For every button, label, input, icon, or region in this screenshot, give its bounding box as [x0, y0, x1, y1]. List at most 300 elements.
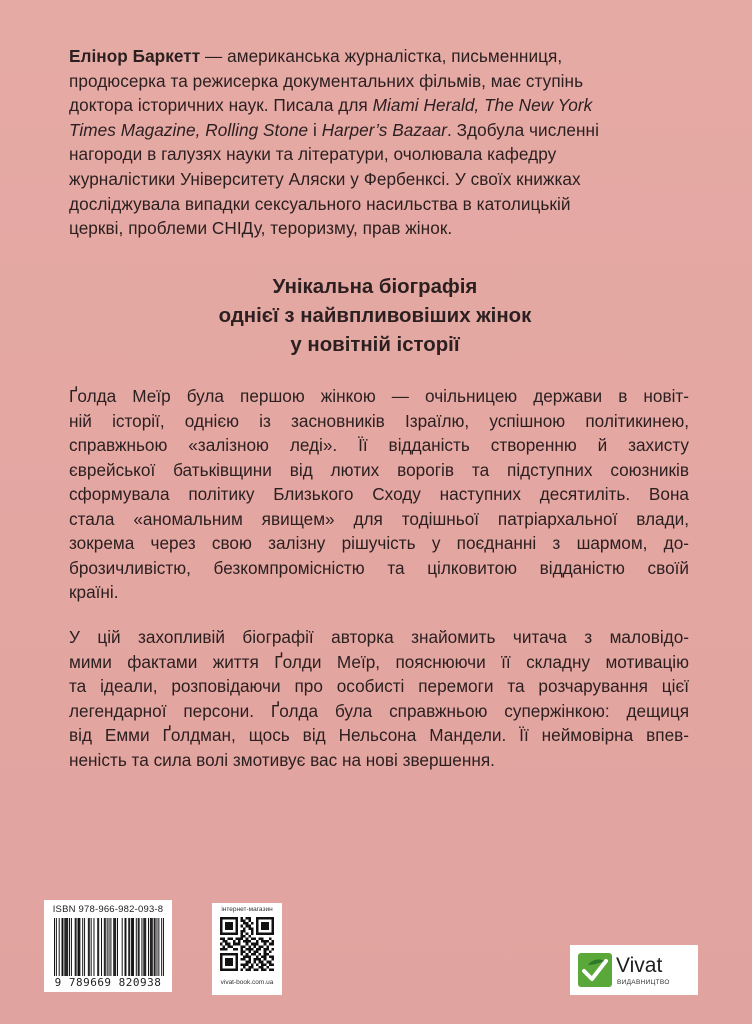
paragraph-line: справжньою «залізною леді». Її відданість створенню й захисту	[69, 435, 689, 455]
qr-module	[269, 950, 272, 953]
qr-module	[241, 963, 244, 966]
qr-module	[241, 938, 244, 941]
qr-module	[271, 922, 274, 925]
qr-module	[243, 927, 246, 930]
qr-module	[241, 948, 244, 951]
qr-module	[243, 958, 246, 961]
publisher-name: Vivat	[616, 954, 663, 977]
qr-module	[251, 930, 254, 933]
qr-module	[233, 943, 236, 946]
qr-module	[264, 943, 267, 946]
qr-module	[253, 950, 256, 953]
qr-module	[266, 925, 269, 928]
qr-module	[271, 940, 274, 943]
qr-code-icon[interactable]	[220, 917, 274, 971]
qr-module	[220, 966, 223, 969]
qr-module	[256, 943, 259, 946]
qr-module	[230, 953, 233, 956]
qr-module	[223, 938, 226, 941]
barcode-bar	[122, 918, 123, 976]
qr-module	[235, 938, 238, 941]
qr-module	[223, 968, 226, 971]
barcode-bars	[54, 918, 164, 976]
barcode-bar	[161, 918, 162, 976]
barcode-bar	[129, 918, 130, 976]
qr-module	[251, 922, 254, 925]
qr-module	[228, 963, 231, 966]
barcode-bar	[67, 918, 68, 976]
qr-module	[264, 953, 267, 956]
qr-module	[225, 932, 228, 935]
qr-module	[266, 927, 269, 930]
barcode-bar	[117, 918, 118, 976]
paragraph-line: У цій захопливій біографії авторка знайомить читача з маловідо-	[69, 627, 689, 647]
qr-module	[264, 927, 267, 930]
qr-module	[253, 953, 256, 956]
paragraph-line: неність та сила волі змотивує вас на нові звершення.	[69, 749, 495, 770]
qr-module	[248, 927, 251, 930]
qr-module	[248, 956, 251, 959]
qr-module	[225, 953, 228, 956]
qr-module	[220, 922, 223, 925]
qr-module	[253, 968, 256, 971]
qr-module	[235, 930, 238, 933]
qr-module	[225, 963, 228, 966]
headline-line: однієї з найвпливовіших жінок	[218, 305, 532, 327]
qr-module	[238, 940, 241, 943]
paragraph-line: єврейської батьківщини від лютих ворогів та підступних союзників	[69, 459, 689, 480]
bio-line: Times Magazine, Rolling Stone і Harper’s Bazaar. Здобула численні	[69, 119, 599, 140]
paragraph-line: сформувала політику Близького Сходу наступних десятиліть. Вона	[69, 484, 689, 504]
qr-module	[228, 943, 231, 946]
qr-module	[241, 945, 244, 948]
qr-module	[266, 948, 269, 951]
qr-module	[220, 948, 223, 951]
bio-line: продюсерка та режисерка документальних фільмів, має ступінь	[69, 70, 584, 91]
qr-module	[228, 953, 231, 956]
qr-module	[220, 932, 223, 935]
qr-module	[259, 945, 262, 948]
qr-module	[251, 966, 254, 969]
qr-module	[225, 943, 228, 946]
qr-module	[271, 956, 274, 959]
barcode-bar	[148, 918, 149, 976]
isbn-label: ISBN 978-966-982-093-8	[52, 904, 164, 915]
qr-module	[261, 925, 264, 928]
qr-module	[264, 925, 267, 928]
qr-module	[248, 948, 251, 951]
qr-module	[225, 968, 228, 971]
qr-module	[233, 953, 236, 956]
qr-module	[243, 966, 246, 969]
qr-module	[261, 922, 264, 925]
qr-module	[269, 961, 272, 964]
paragraph-line: ній історії, однією із засновників Ізраїлю, успішною політикинею,	[69, 410, 689, 431]
qr-module	[243, 935, 246, 938]
qr-module	[246, 961, 249, 964]
qr-module	[266, 940, 269, 943]
qr-module	[235, 963, 238, 966]
qr-module	[269, 932, 272, 935]
qr-module	[235, 966, 238, 969]
qr-module	[248, 925, 251, 928]
qr-module	[271, 927, 274, 930]
qr-module	[241, 950, 244, 953]
qr-module	[246, 956, 249, 959]
qr-module	[264, 922, 267, 925]
qr-module	[233, 940, 236, 943]
qr-module	[261, 932, 264, 935]
qr-module	[269, 963, 272, 966]
qr-module	[230, 961, 233, 964]
qr-module	[259, 948, 262, 951]
barcode-bar	[62, 918, 63, 976]
qr-module	[220, 956, 223, 959]
barcode-bar	[62, 918, 63, 976]
qr-module	[248, 920, 251, 923]
qr-module	[256, 963, 259, 966]
qr-module	[264, 932, 267, 935]
qr-module	[261, 917, 264, 920]
headline	[120, 273, 630, 360]
qr-module	[271, 925, 274, 928]
qr-module	[264, 956, 267, 959]
qr-module	[261, 940, 264, 943]
barcode-bar	[125, 918, 126, 976]
barcode-bar	[65, 918, 66, 976]
qr-module	[228, 922, 231, 925]
qr-module	[251, 953, 254, 956]
qr-module	[256, 927, 259, 930]
qr-module	[241, 968, 244, 971]
qr-module	[248, 961, 251, 964]
publisher-logo	[570, 945, 698, 995]
qr-module	[220, 920, 223, 923]
barcode-bar	[151, 918, 152, 976]
headline-line: у новітній історії	[290, 334, 460, 356]
qr-module	[269, 938, 272, 941]
qr-module	[235, 917, 238, 920]
qr-module	[264, 950, 267, 953]
qr-module	[230, 945, 233, 948]
qr-module	[256, 956, 259, 959]
qr-module	[261, 927, 264, 930]
qr-module	[230, 958, 233, 961]
barcode-bar	[139, 918, 140, 976]
qr-module	[256, 932, 259, 935]
barcode-bar	[105, 918, 106, 976]
qr-module	[225, 922, 228, 925]
qr-module	[253, 945, 256, 948]
paragraph-line: Ґолда Меїр була першою жінкою — очільницею держави в новіт-	[69, 386, 689, 406]
qr-module	[271, 932, 274, 935]
qr-module	[246, 948, 249, 951]
qr-module	[241, 925, 244, 928]
qr-module	[235, 932, 238, 935]
qr-module	[235, 956, 238, 959]
barcode-bar	[84, 918, 85, 976]
barcode-bar	[101, 918, 102, 976]
qr-module	[248, 940, 251, 943]
qr-module	[266, 932, 269, 935]
qr-module	[248, 945, 251, 948]
barcode-bar	[143, 918, 144, 976]
qr-module	[246, 943, 249, 946]
qr-module	[256, 922, 259, 925]
qr-module	[243, 922, 246, 925]
publisher-subtitle: ВИДАВНИЦТВО	[617, 979, 670, 986]
qr-module	[243, 963, 246, 966]
bio-line: досліджувала випадки сексуального насильства в католицькій	[69, 193, 571, 214]
qr-module	[223, 932, 226, 935]
qr-module	[266, 922, 269, 925]
barcode-bar	[150, 918, 151, 976]
qr-module	[253, 943, 256, 946]
barcode-bar	[163, 918, 164, 976]
qr-module	[246, 940, 249, 943]
barcode-bar	[64, 918, 65, 976]
qr-module	[223, 948, 226, 951]
qr-module	[251, 932, 254, 935]
qr-module	[256, 917, 259, 920]
qr-module	[220, 961, 223, 964]
barcode-bar	[71, 918, 72, 976]
barcode-bar	[97, 918, 98, 976]
qr-module	[246, 963, 249, 966]
qr-module	[261, 963, 264, 966]
barcode-bar	[104, 918, 105, 976]
qr-module	[235, 943, 238, 946]
qr-module	[269, 943, 272, 946]
qr-module	[253, 961, 256, 964]
qr-module	[264, 968, 267, 971]
qr-module	[243, 950, 246, 953]
qr-module	[230, 927, 233, 930]
qr-module	[243, 945, 246, 948]
qr-code-block[interactable]	[212, 903, 282, 995]
description-paragraph-1	[69, 384, 689, 605]
barcode-bar	[141, 918, 142, 976]
qr-module	[230, 925, 233, 928]
qr-module	[243, 956, 246, 959]
qr-module	[271, 930, 274, 933]
qr-module	[235, 961, 238, 964]
qr-module	[259, 938, 262, 941]
barcode-bar	[66, 918, 67, 976]
qr-module	[261, 968, 264, 971]
qr-module	[228, 932, 231, 935]
qr-module	[248, 935, 251, 938]
vivat-logo-icon	[578, 953, 612, 987]
qr-module	[271, 963, 274, 966]
qr-module	[261, 956, 264, 959]
qr-module	[264, 948, 267, 951]
qr-module	[259, 961, 262, 964]
qr-module	[248, 917, 251, 920]
barcode-bar	[82, 918, 83, 976]
barcode-bar	[89, 918, 90, 976]
qr-module	[256, 958, 259, 961]
qr-module	[259, 953, 262, 956]
qr-module	[253, 958, 256, 961]
paragraph-line: зокрема через свою залізну рішучість у поєднанні з шармом, до-	[69, 533, 689, 553]
barcode-bar	[136, 918, 137, 976]
qr-module	[256, 950, 259, 953]
barcode-bar	[110, 918, 111, 976]
qr-module	[269, 956, 272, 959]
qr-module	[220, 927, 223, 930]
qr-module	[228, 925, 231, 928]
barcode-bar	[88, 918, 89, 976]
qr-module	[264, 940, 267, 943]
barcode-bar	[78, 918, 79, 976]
author-name: Елінор Баркетт	[69, 46, 201, 66]
qr-module	[235, 968, 238, 971]
qr-module	[220, 968, 223, 971]
qr-module	[230, 932, 233, 935]
barcode-bar	[155, 918, 156, 976]
barcode-bar	[78, 918, 79, 976]
qr-module	[259, 932, 262, 935]
qr-module	[241, 958, 244, 961]
qr-module	[235, 920, 238, 923]
qr-module	[248, 968, 251, 971]
qr-module	[225, 917, 228, 920]
qr-module	[256, 930, 259, 933]
qr-module	[271, 920, 274, 923]
qr-module	[246, 968, 249, 971]
barcode-bar	[75, 918, 76, 976]
qr-module	[259, 958, 262, 961]
qr-module	[266, 953, 269, 956]
bio-line: нагороди в галузях науки та літератури, очолювала кафедру	[69, 144, 557, 165]
qr-module	[264, 958, 267, 961]
qr-module	[233, 948, 236, 951]
qr-module	[264, 917, 267, 920]
qr-module	[235, 927, 238, 930]
qr-module	[223, 945, 226, 948]
qr-module	[251, 963, 254, 966]
qr-module	[241, 935, 244, 938]
barcode-bar	[98, 918, 99, 976]
qr-module	[271, 917, 274, 920]
bio-line: Елінор Баркетт — американська журналістка, письменниця,	[69, 46, 563, 66]
qr-module	[228, 961, 231, 964]
qr-module	[220, 953, 223, 956]
paragraph-line: брозичливістю, безкомпромісністю та цілковитою відданістю своїй	[69, 557, 689, 578]
barcode-bar	[56, 918, 57, 976]
qr-module	[223, 953, 226, 956]
qr-module	[220, 925, 223, 928]
qr-module	[241, 917, 244, 920]
barcode-bar	[145, 918, 146, 976]
qr-module	[243, 930, 246, 933]
qr-module	[230, 922, 233, 925]
qr-module	[225, 948, 228, 951]
qr-module	[246, 925, 249, 928]
qr-module	[230, 968, 233, 971]
qr-module	[259, 917, 262, 920]
barcode-bar	[138, 918, 139, 976]
qr-module	[228, 938, 231, 941]
qr-module	[266, 961, 269, 964]
barcode-bar	[133, 918, 134, 976]
qr-module	[261, 938, 264, 941]
barcode-bar	[125, 918, 126, 976]
qr-module	[238, 938, 241, 941]
qr-module	[246, 932, 249, 935]
qr-module	[269, 917, 272, 920]
bio-line: журналістики Університету Аляски у Фербенксі. У своїх книжках	[69, 168, 581, 189]
qr-module	[266, 966, 269, 969]
qr-module	[264, 963, 267, 966]
barcode-bar	[144, 918, 145, 976]
paragraph-line: від Емми Ґолдман, щось від Нельсона Мандели. Її неймовірна впев-	[69, 725, 689, 745]
barcode-bar	[79, 918, 80, 976]
bio-line: церкві, проблеми СНІДу, тероризму, прав жінок.	[69, 218, 453, 239]
qr-module	[228, 917, 231, 920]
qr-module	[248, 950, 251, 953]
qr-module	[235, 925, 238, 928]
qr-module	[259, 966, 262, 969]
qr-module	[266, 917, 269, 920]
qr-module	[251, 938, 254, 941]
barcode-bar	[59, 918, 60, 976]
qr-top-label: інтернет-магазин	[221, 906, 273, 913]
barcode-bar	[76, 918, 77, 976]
barcode-bar	[154, 918, 155, 976]
qr-module	[235, 958, 238, 961]
qr-module	[228, 945, 231, 948]
qr-module	[271, 968, 274, 971]
qr-module	[241, 932, 244, 935]
qr-module	[251, 943, 254, 946]
qr-module	[271, 943, 274, 946]
qr-module	[246, 922, 249, 925]
qr-module	[243, 920, 246, 923]
qr-module	[246, 953, 249, 956]
barcode-bar	[115, 918, 116, 976]
qr-module	[269, 968, 272, 971]
qr-module	[271, 948, 274, 951]
qr-url-label: vivat-book.com.ua	[220, 979, 274, 986]
qr-module	[220, 963, 223, 966]
qr-module	[251, 948, 254, 951]
qr-module	[233, 917, 236, 920]
barcode-bar	[93, 918, 94, 976]
barcode-bar	[132, 918, 133, 976]
qr-module	[271, 958, 274, 961]
qr-module	[248, 966, 251, 969]
qr-module	[246, 917, 249, 920]
qr-module	[256, 925, 259, 928]
barcode-bar	[91, 918, 92, 976]
qr-module	[238, 943, 241, 946]
ean-digits: 9 789669 820938	[54, 976, 162, 989]
paragraph-line: легендарної персони. Ґолда була справжньою супержінкою: дещиця	[69, 700, 689, 721]
qr-module	[253, 938, 256, 941]
qr-module	[230, 938, 233, 941]
paragraph-line: стала «аномальним явищем» для тодішньої патріархальної влади,	[69, 508, 689, 529]
barcode-bar	[152, 918, 153, 976]
barcode-bar	[107, 918, 108, 976]
qr-module	[220, 958, 223, 961]
qr-module	[248, 958, 251, 961]
qr-module	[256, 948, 259, 951]
barcode-bar	[54, 918, 55, 976]
paragraph-line: та ідеали, розповідаючи про особисті перемоги та розчарування цієї	[69, 676, 689, 696]
paragraph-line: країні.	[69, 582, 119, 602]
